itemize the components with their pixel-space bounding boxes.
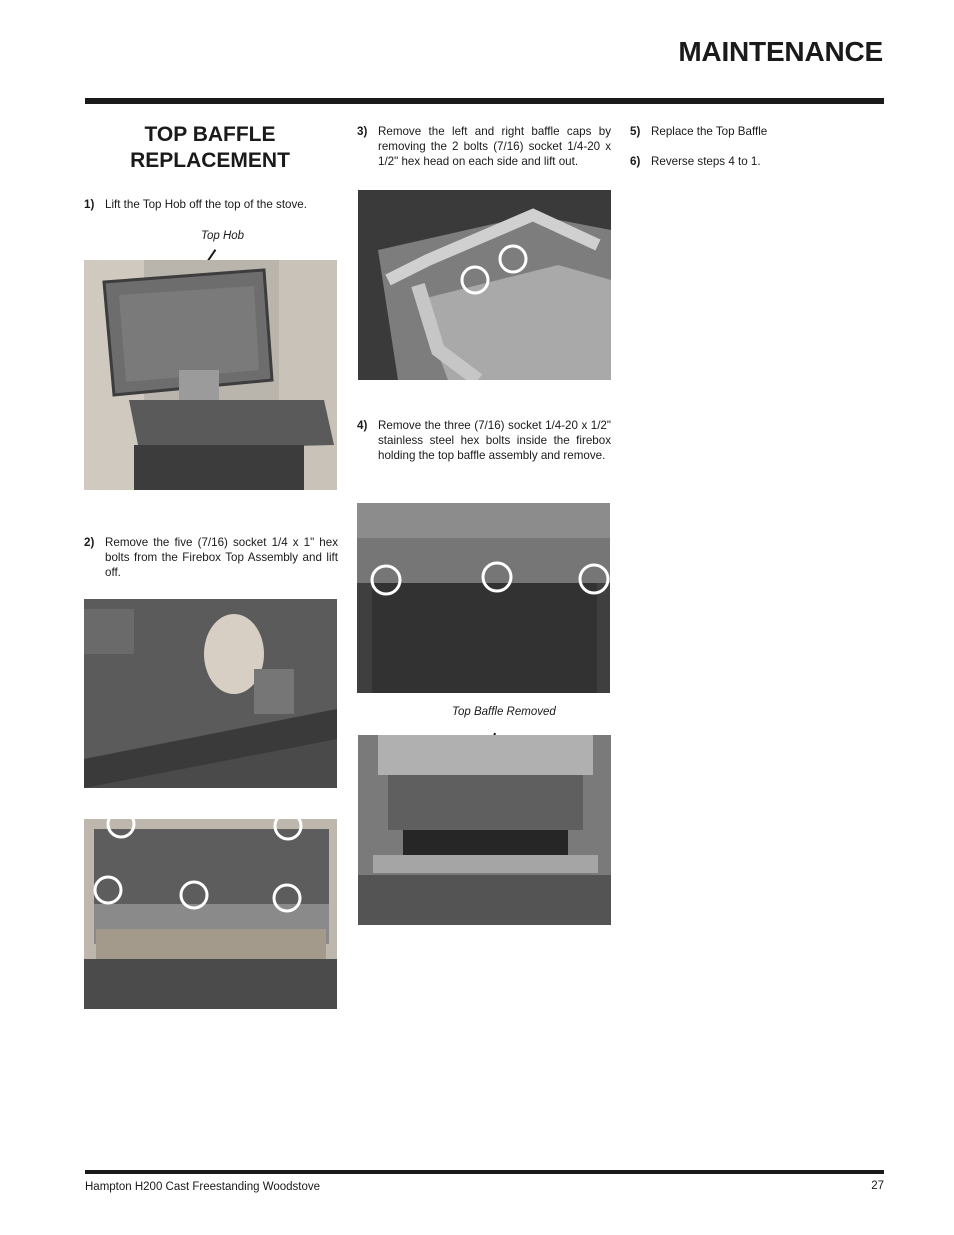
page-number: 27 (871, 1180, 884, 1192)
section-title-line2: REPLACEMENT (130, 149, 290, 172)
photo-top-hob-removal (84, 260, 337, 490)
step-number: 5) (630, 125, 641, 138)
step-text: Remove the five (7/16) socket 1/4 x 1" hex bolts from the Firebox Top Assembly and lift off. (105, 536, 338, 579)
step-text: Lift the Top Hob off the top of the stove. (105, 198, 307, 211)
step-4 (357, 418, 611, 463)
step-2 (84, 535, 338, 580)
header-rule (85, 98, 884, 104)
step-number: 3) (357, 125, 368, 138)
photo-baffle-caps (358, 190, 611, 380)
photo-firebox-bolt-locations (84, 819, 337, 1009)
step-3 (357, 124, 611, 169)
step-number: 1) (84, 198, 95, 211)
step-number: 6) (630, 155, 641, 168)
photo-firebox-top-bolts (84, 599, 337, 788)
step-1 (84, 197, 338, 212)
step-text: Remove the three (7/16) socket 1/4-20 x 1/2" stainless steel hex bolts inside the firebox holding the top baffle assembly and remove. (378, 419, 611, 462)
step-5 (630, 124, 884, 139)
photo-firebox-baffle-bolts (357, 503, 610, 693)
page-title: MAINTENANCE (678, 36, 883, 67)
footer-product-name: Hampton H200 Cast Freestanding Woodstove (85, 1181, 321, 1193)
step-text: Replace the Top Baffle (651, 125, 768, 138)
step-number: 4) (357, 419, 368, 432)
section-title-line1: TOP BAFFLE (144, 123, 276, 146)
caption-top-baffle-removed: Top Baffle Removed (452, 706, 556, 718)
section-title (100, 122, 320, 174)
step-text: Remove the left and right baffle caps by removing the 2 bolts (7/16) socket 1/4-20 x 1/2" hex head on each side and lift out. (378, 125, 611, 168)
step-6 (630, 154, 884, 169)
photo-top-baffle-removed (358, 735, 611, 925)
step-number: 2) (84, 536, 95, 549)
footer-rule (85, 1170, 884, 1174)
step-text: Reverse steps 4 to 1. (651, 155, 761, 168)
caption-top-hob: Top Hob (201, 230, 245, 242)
